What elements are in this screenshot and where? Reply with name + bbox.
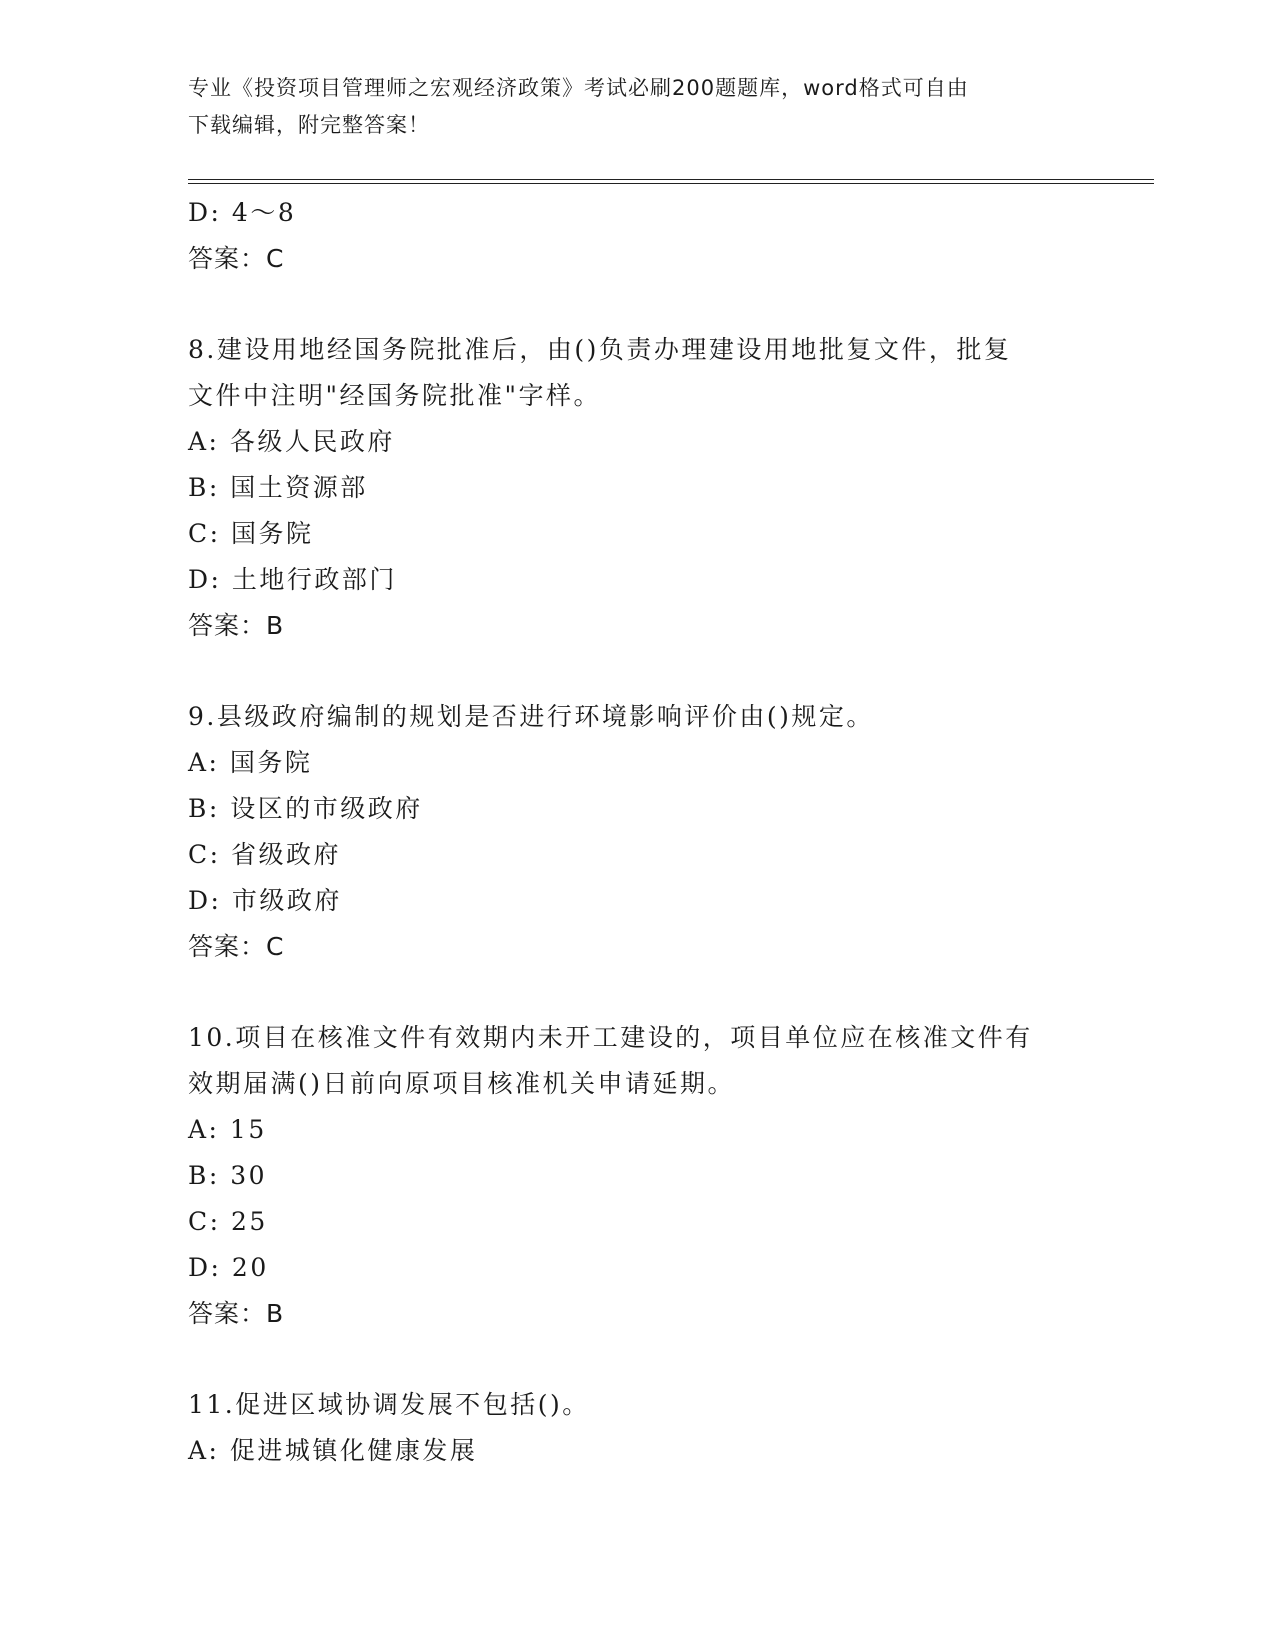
option-b: B: 国土资源部 [188,473,368,502]
spacer [188,970,1088,1015]
answer: 答案：B [188,611,285,640]
option-d: D: 20 [188,1253,269,1282]
option-a: A: 促进城镇化健康发展 [188,1436,478,1465]
header-divider-bottom [188,183,1154,184]
option-d: D: 4～8 [188,198,297,227]
question-11 [188,1382,1088,1474]
spacer [188,1337,1088,1382]
question-9 [188,694,1088,970]
option-a: A: 15 [188,1115,267,1144]
document-header [188,70,1068,144]
option-a: A: 各级人民政府 [188,427,395,456]
header-line-2: 下载编辑，附完整答案！ [188,113,430,137]
answer: 答案：C [188,244,285,273]
answer: 答案：B [188,1299,285,1328]
question-stem-line: 文件中注明"经国务院批准"字样。 [188,381,601,410]
spacer [188,282,1088,327]
header-divider-top [188,179,1154,180]
option-c: C: 25 [188,1207,268,1236]
question-10 [188,1015,1088,1337]
question-stem-line: 8.建设用地经国务院批准后，由()负责办理建设用地批复文件，批复 [188,335,1012,364]
question-8 [188,327,1088,649]
answer: 答案：C [188,932,285,961]
question-stem-line: 10.项目在核准文件有效期内未开工建设的，项目单位应在核准文件有 [188,1023,1033,1052]
option-d: D: 市级政府 [188,886,342,915]
question-stem-line: 11.促进区域协调发展不包括()。 [188,1390,590,1419]
option-b: B: 设区的市级政府 [188,794,423,823]
option-c: C: 省级政府 [188,840,341,869]
option-a: A: 国务院 [188,748,313,777]
option-d: D: 土地行政部门 [188,565,397,594]
header-line-1: 专业《投资项目管理师之宏观经济政策》考试必刷200题题库，word格式可自由 [188,76,969,100]
spacer [188,649,1088,694]
option-b: B: 30 [188,1161,268,1190]
question-stem-line: 效期届满()日前向原项目核准机关申请延期。 [188,1069,736,1098]
option-c: C: 国务院 [188,519,314,548]
question-stem-line: 9.县级政府编制的规划是否进行环境影响评价由()规定。 [188,702,874,731]
question-list [188,190,1088,1474]
